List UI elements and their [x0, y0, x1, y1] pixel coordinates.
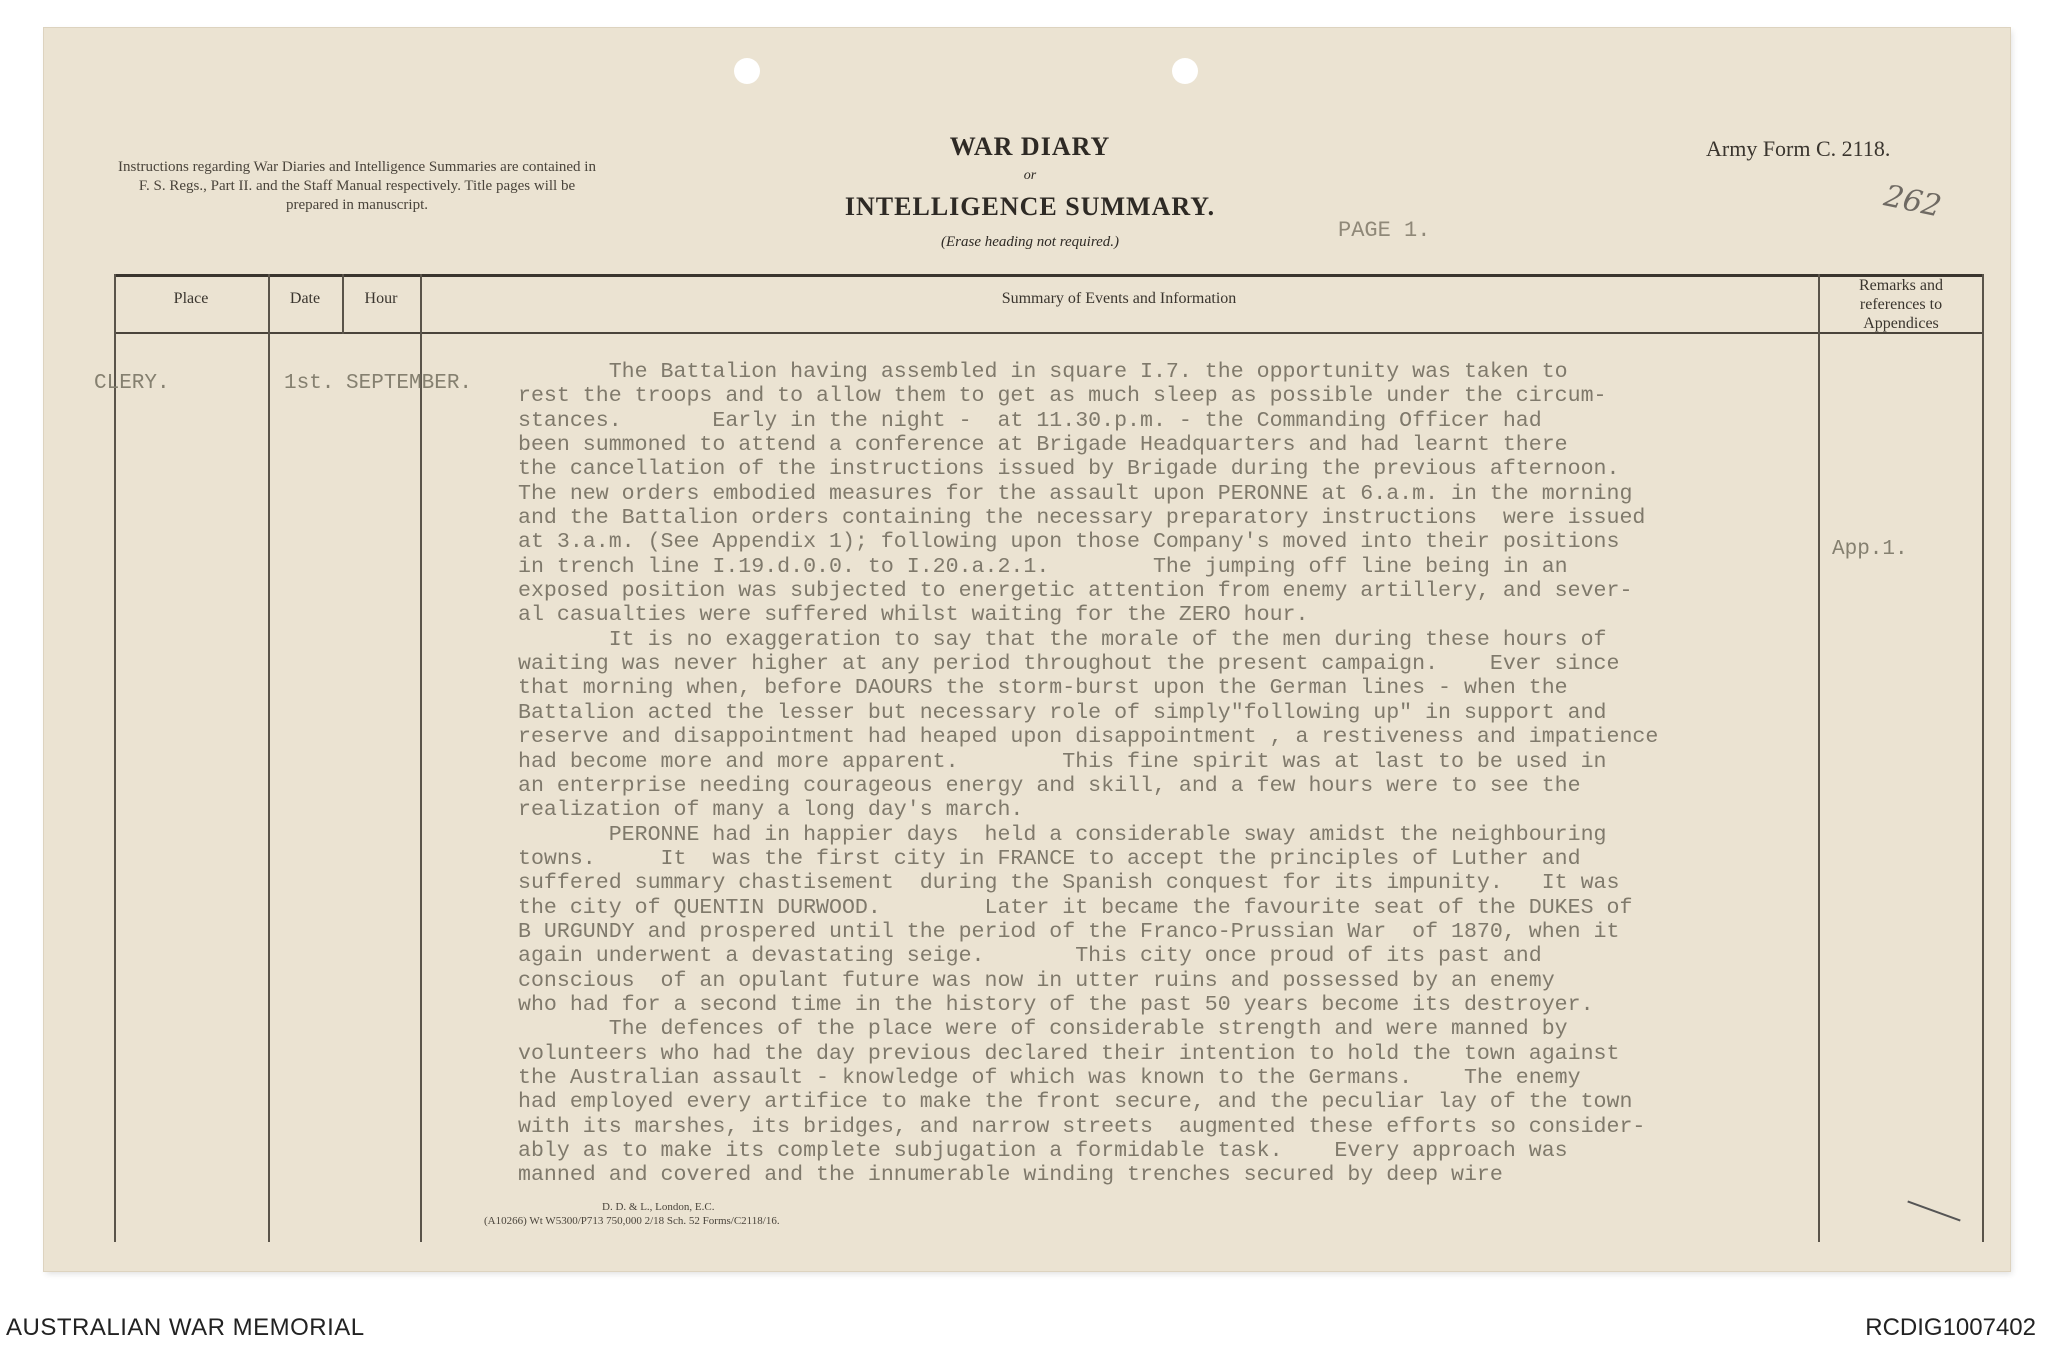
- form-instructions: Instructions regarding War Diaries and Intelligence Summaries are contained in F. S. Regs., Part II. and the Staff Manual respectively. Title pages will be prepared in manuscript.: [118, 159, 596, 213]
- column-divider: [114, 274, 116, 1242]
- summary-text: The Battalion having assembled in square I.7. the opportunity was taken to rest the troops and to allow them to get as much sleep as possible under the circum- stances. Early in the night - at 11.30.p.m. - the Commanding Officer had been summoned to attend a conference at Brigade Headquarters and had learnt there the cancellation of the instructions issued by Brigade during the previous afternoon. The new orders embodied measures for the assault upon PERONNE at 6.a.m. in the morning and the Battalion orders containing the necessary preparatory instructions were issued at 3.a.m. (See Appendix 1); following upon those Company's moved into their positions in trench line I.19.d.0.0. to I.20.a.2.1. The jumping off line being in an exposed position was subjected to energetic attention from enemy artillery, and sever- al casualties were suffered whilst waiting for the ZERO hour. It is no exaggeration to say that the morale of the men during these hours of waiting was never higher at any period throughout the present campaign. Ever since that morning when, before DAOURS the storm-burst upon the German lines - when the Battalion acted the lesser but necessary role of simply"following up" in support and reserve and disappointment had heaped upon disappointment , a restiveness and impatience had become more and more apparent. This fine spirit was at last to be used in an enterprise needing courageous energy and skill, and a few hours were to see the realization of many a long day's march. PERONNE had in happier days held a considerable sway amidst the neighbouring towns. It was the first city in FRANCE to accept the principles of Luther and suffered summary chastisement during the Spanish conquest for its impunity. It was the city of QUENTIN DURWOOD. Later it became the favourite seat of the DUKES of B URGUNDY and prospered until the period of the Franco-Prussian War of 1870, when it again underwent a devastating seige. This city once proud of its past and conscious of an opulant future was now in utter ruins and possessed by an enemy who had for a second time in the history of the past 50 years become its destroyer. The defences of the place were of considerable strength and were manned by volunteers who had the day previous declared their intention to hold the town against the Australian assault - knowledge of which was known to the Germans. The enemy had employed every artifice to make the front secure, and the peculiar lay of the town with its marshes, its bridges, and narrow streets augmented these efforts so consider- ably as to make its complete subjugation a formidable task. Every approach was manned and covered and the innumerable winding trenches secured by deep wire: [518, 360, 1659, 1188]
- title-war-diary: WAR DIARY: [949, 132, 1111, 161]
- printer-line: D. D. & L., London, E.C.: [602, 1201, 715, 1213]
- title-or: or: [1023, 168, 1037, 183]
- table-top-rule: [114, 274, 1984, 277]
- army-form-number: Army Form C. 2118.: [1706, 136, 1891, 161]
- column-header-hour: Hour: [364, 290, 398, 307]
- appendix-reference: App.1.: [1832, 538, 1908, 561]
- archive-id: RCDIG1007402: [1865, 1314, 2036, 1341]
- column-divider: [268, 274, 270, 1242]
- column-divider: [1982, 274, 1984, 1242]
- printer-line: (A10266) Wt W5300/P713 750,000 2/18 Sch. 52 Forms/C2118/16.: [484, 1215, 780, 1227]
- erase-heading-note: (Erase heading not required.): [940, 234, 1120, 250]
- entry-date: 1st.: [284, 372, 335, 395]
- punch-hole: [1172, 58, 1198, 84]
- archive-credit: AUSTRALIAN WAR MEMORIAL: [6, 1314, 365, 1341]
- entry-place: CLERY.: [94, 372, 170, 395]
- column-header-place: Place: [173, 290, 209, 307]
- column-divider: [420, 274, 422, 1242]
- printer-imprint: [484, 1200, 904, 1228]
- title-intelligence-summary: INTELLIGENCE SUMMARY.: [844, 192, 1216, 221]
- page-number: PAGE 1.: [1338, 218, 1431, 243]
- entry-month: SEPTEMBER.: [346, 372, 473, 395]
- folio-number: 262: [1880, 178, 1945, 225]
- column-header-remarks: Remarks and references to Appendices: [1859, 277, 1943, 332]
- column-header-date: Date: [289, 290, 321, 307]
- table-header-rule: [114, 332, 1984, 334]
- column-header-summary: Summary of Events and Information: [1001, 290, 1237, 307]
- punch-hole: [734, 58, 760, 84]
